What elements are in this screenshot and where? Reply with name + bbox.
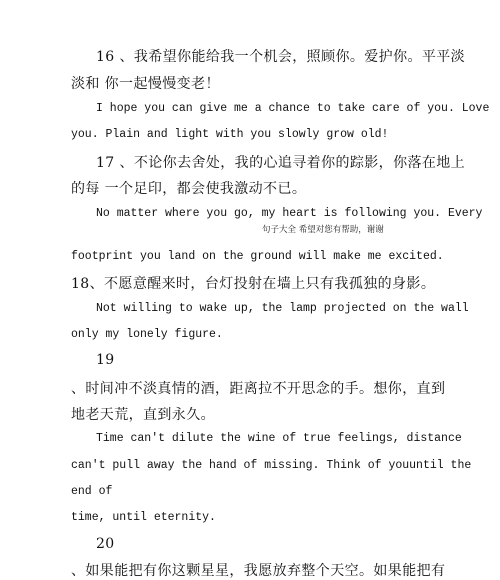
text-line: footprint you land on the ground will make me excited. <box>71 250 444 263</box>
text-line: 淡和 你一起慢慢变老！ <box>71 76 220 92</box>
text-line: time, until eternity. <box>71 511 216 524</box>
text-line: 20 <box>96 536 115 552</box>
text-line: Time can't dilute the wine of true feelings, distance <box>96 432 462 445</box>
text-line: you. Plain and light with you slowly grow old! <box>71 128 389 141</box>
text-line: 、时间冲不淡真情的酒，距离拉不开思念的手。想你，直到 <box>71 381 446 397</box>
text-line: Not willing to wake up, the lamp projected on the wall <box>96 302 469 315</box>
text-line: 18、不愿意醒来时，台灯投射在墙上只有我孤独的身影。 <box>71 276 436 292</box>
text-line: 17 、不论你去舍处，我的心追寻着你的踪影，你落在地上 <box>96 155 466 171</box>
text-line: 19 <box>96 352 115 368</box>
text-line: end of <box>71 485 113 498</box>
text-line: can't pull away the hand of missing. Think of youuntil the <box>71 459 472 472</box>
text-line: No matter where you go, my heart is following you. Every <box>96 207 483 220</box>
text-line: 、如果能把有你这颗星星，我愿放弃整个天空。如果能把有 <box>71 563 446 579</box>
text-line: I hope you can give me a chance to take care of you. Love <box>96 102 490 115</box>
footer-note: 句子大全 希望对您有帮助，谢谢 <box>262 225 384 235</box>
text-line: 16 、我希望你能给我一个机会，照顾你。爱护你。平平淡 <box>96 49 466 65</box>
text-line: 的每 一个足印，都会使我激动不已。 <box>71 181 307 197</box>
text-line: only my lonely figure. <box>71 328 223 341</box>
text-line: 地老天荒，直到永久。 <box>71 407 215 423</box>
